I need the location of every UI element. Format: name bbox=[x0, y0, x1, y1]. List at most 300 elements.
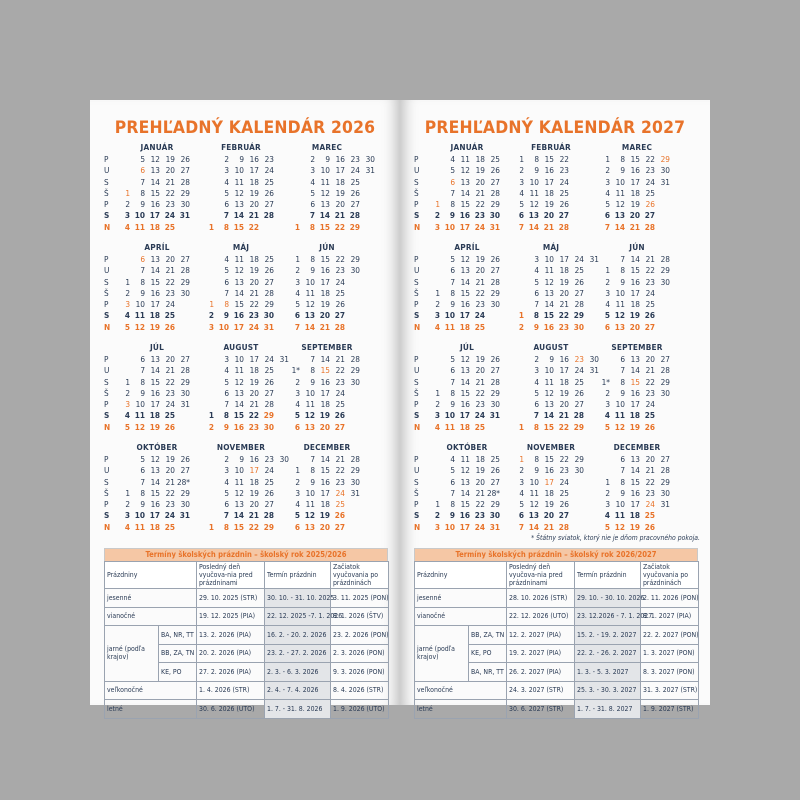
month-days bbox=[510, 154, 592, 233]
day-number: 12 bbox=[529, 499, 539, 510]
day-number: 14 bbox=[460, 487, 470, 498]
cell-last: 20. 2. 2026 (PIA) bbox=[197, 644, 265, 663]
week-row bbox=[200, 354, 289, 365]
month-name: OKTÓBER bbox=[446, 442, 488, 452]
week-row bbox=[596, 410, 678, 421]
day-number: 3 bbox=[519, 176, 524, 187]
day-number: 1 bbox=[208, 221, 214, 232]
week-row bbox=[116, 465, 198, 476]
day-number: 15 bbox=[543, 421, 554, 432]
day-number: 2 bbox=[605, 387, 610, 398]
week-row bbox=[596, 354, 678, 365]
day-number: 15 bbox=[630, 476, 640, 487]
day-number: 1* bbox=[601, 376, 610, 387]
week-row bbox=[200, 265, 282, 276]
day-number: 24 bbox=[559, 176, 569, 187]
day-number: 22 bbox=[475, 287, 485, 298]
day-number: 25 bbox=[335, 287, 345, 298]
month-days bbox=[426, 154, 508, 233]
cell-term: 29. 10. - 30. 10. 2026 bbox=[575, 589, 641, 608]
day-number: 4 bbox=[310, 176, 315, 187]
day-number: 7 bbox=[620, 254, 625, 264]
day-number: 6 bbox=[294, 310, 300, 321]
day-number: 27 bbox=[264, 276, 274, 287]
day-number: 23 bbox=[559, 465, 569, 476]
day-number: 25 bbox=[644, 410, 655, 421]
month-days bbox=[200, 254, 282, 333]
school-holidays-table bbox=[104, 548, 388, 719]
week-row bbox=[200, 422, 282, 433]
day-number: 16 bbox=[320, 476, 330, 487]
day-number: 29 bbox=[349, 221, 360, 232]
day-number: 3 bbox=[310, 165, 315, 176]
day-number: 5 bbox=[224, 487, 229, 498]
day-number: 17 bbox=[544, 176, 554, 187]
weekday-label: P bbox=[414, 154, 419, 164]
month-days bbox=[116, 254, 198, 333]
day-number: 26 bbox=[264, 265, 274, 276]
region-cell: KE, PO bbox=[469, 644, 507, 663]
week-row bbox=[286, 410, 368, 421]
week-row bbox=[116, 288, 198, 299]
day-number: 20 bbox=[543, 210, 554, 221]
weekday-label: Š bbox=[414, 287, 419, 298]
week-row bbox=[426, 299, 508, 310]
day-number: 19 bbox=[475, 165, 485, 176]
day-number: 22 bbox=[248, 521, 259, 532]
day-number: 3 bbox=[295, 276, 300, 287]
day-number: 14 bbox=[528, 521, 539, 532]
day-number: 2 bbox=[605, 487, 610, 498]
weekday-label: P bbox=[104, 454, 109, 464]
day-number: 14 bbox=[150, 365, 160, 376]
month-days bbox=[200, 154, 282, 233]
day-number: 12 bbox=[544, 387, 554, 398]
day-number: 23 bbox=[248, 310, 259, 321]
cell-last: 28. 10. 2026 (STR) bbox=[507, 589, 575, 608]
day-number: 30 bbox=[180, 499, 190, 510]
day-number: 6 bbox=[140, 254, 145, 264]
day-number: 14 bbox=[630, 254, 640, 264]
week-row bbox=[596, 288, 678, 299]
day-number: 27 bbox=[180, 165, 190, 176]
cell-term: 16. 2. - 20. 2. 2026 bbox=[265, 626, 331, 645]
day-number: 5 bbox=[140, 454, 145, 464]
day-number: 6 bbox=[224, 387, 229, 398]
day-number: 2 bbox=[310, 154, 315, 164]
day-number: 8 bbox=[140, 487, 145, 498]
day-number: 25 bbox=[474, 321, 485, 332]
day-number: 16 bbox=[320, 376, 330, 387]
weekday-label: U bbox=[104, 365, 110, 376]
day-number: 8 bbox=[310, 365, 315, 376]
day-number: 24 bbox=[264, 165, 274, 176]
day-number: 17 bbox=[150, 399, 160, 410]
day-number: 18 bbox=[335, 176, 345, 187]
week-row bbox=[510, 199, 592, 210]
day-number: 9 bbox=[140, 387, 145, 398]
day-number: 5 bbox=[604, 521, 610, 532]
weekday-label: P bbox=[414, 354, 419, 364]
day-number: 18 bbox=[475, 454, 485, 464]
day-number: 20 bbox=[475, 476, 485, 487]
day-number: 21 bbox=[165, 365, 175, 376]
holiday-name: jarné (podľa krajov) bbox=[105, 626, 159, 682]
day-number: 17 bbox=[335, 165, 345, 176]
cell-last: 19. 12. 2025 (PIA) bbox=[197, 607, 265, 626]
day-number: 23 bbox=[574, 354, 584, 364]
week-row bbox=[200, 188, 282, 199]
day-number: 7 bbox=[140, 265, 145, 276]
day-number: 19 bbox=[629, 421, 640, 432]
day-number: 7 bbox=[310, 454, 315, 464]
week-row bbox=[596, 365, 678, 376]
day-number: 25 bbox=[574, 376, 584, 387]
day-number: 10 bbox=[444, 221, 455, 232]
day-number: 16 bbox=[460, 299, 470, 310]
day-number: 16 bbox=[249, 454, 259, 464]
day-number: 11 bbox=[305, 499, 315, 510]
day-number: 20 bbox=[475, 176, 485, 187]
week-row bbox=[426, 188, 508, 199]
day-number: 4 bbox=[450, 454, 455, 464]
cell-last: 12. 2. 2027 (PIA) bbox=[507, 626, 575, 645]
day-number: 31 bbox=[589, 365, 599, 376]
day-number: 16 bbox=[559, 354, 569, 364]
day-number: 17 bbox=[249, 465, 259, 476]
day-number: 6 bbox=[450, 265, 455, 276]
day-number: 13 bbox=[234, 276, 244, 287]
day-number: 22 bbox=[645, 154, 655, 164]
week-row bbox=[596, 454, 678, 465]
week-row bbox=[116, 477, 198, 488]
day-number: 18 bbox=[149, 221, 160, 232]
day-number: 22 bbox=[475, 199, 485, 210]
day-number: 24 bbox=[559, 476, 569, 487]
day-number: 17 bbox=[320, 276, 330, 287]
day-number: 10 bbox=[234, 465, 244, 476]
day-number: 25 bbox=[350, 176, 360, 187]
day-number: 7 bbox=[140, 176, 145, 187]
day-number: 11 bbox=[134, 410, 145, 421]
day-number: 21 bbox=[248, 210, 259, 221]
day-number: 17 bbox=[630, 499, 640, 510]
day-number: 18 bbox=[559, 265, 569, 276]
day-number: 28 bbox=[490, 187, 500, 198]
header-cell: Posledný deň vyučova-nia pred prázdninami bbox=[507, 562, 575, 589]
weekday-label: N bbox=[414, 521, 421, 532]
day-number: 3 bbox=[295, 387, 300, 398]
day-number: 12 bbox=[304, 510, 315, 521]
day-number: 20 bbox=[475, 365, 485, 376]
weekday-label: S bbox=[104, 176, 109, 187]
day-number: 20 bbox=[629, 210, 640, 221]
day-number: 2 bbox=[518, 321, 524, 332]
day-number: 10 bbox=[544, 365, 554, 376]
day-number: 12 bbox=[304, 410, 315, 421]
cell-last: 30. 6. 2026 (UTO) bbox=[197, 700, 265, 719]
day-number: 13 bbox=[528, 510, 539, 521]
week-row bbox=[116, 454, 198, 465]
day-number: 3 bbox=[434, 221, 440, 232]
month-name: APRÍL bbox=[144, 242, 170, 252]
day-number: 11 bbox=[134, 221, 145, 232]
day-number: 28 bbox=[349, 210, 360, 221]
day-number: 4 bbox=[605, 299, 610, 310]
week-row bbox=[510, 265, 592, 276]
week-row bbox=[426, 310, 508, 321]
day-number: 29 bbox=[180, 376, 190, 387]
week-row bbox=[596, 188, 678, 199]
day-number: 9 bbox=[140, 499, 145, 510]
cell-start: 23. 2. 2026 (PON) bbox=[331, 626, 389, 645]
day-number: 4 bbox=[604, 510, 610, 521]
day-number: 21 bbox=[249, 287, 259, 298]
day-number: 14 bbox=[319, 210, 330, 221]
day-number: 19 bbox=[544, 199, 554, 210]
day-number: 1 bbox=[605, 476, 610, 487]
day-number: 5 bbox=[519, 199, 524, 210]
day-number: 13 bbox=[528, 210, 539, 221]
cell-last: 19. 2. 2027 (PIA) bbox=[507, 644, 575, 663]
day-number: 13 bbox=[150, 254, 160, 264]
day-number: 10 bbox=[134, 210, 145, 221]
day-number: 19 bbox=[149, 421, 160, 432]
day-number: 17 bbox=[233, 321, 244, 332]
cell-start: 2. 3. 2026 (PON) bbox=[331, 644, 389, 663]
week-row bbox=[200, 165, 282, 176]
day-number: 31 bbox=[365, 165, 375, 176]
day-number: 11 bbox=[615, 299, 625, 310]
day-number: 27 bbox=[574, 399, 584, 410]
day-number: 9 bbox=[450, 399, 455, 410]
day-number: 15 bbox=[233, 410, 244, 421]
week-row bbox=[510, 299, 592, 310]
day-number: 18 bbox=[544, 187, 554, 198]
day-number: 30 bbox=[660, 165, 670, 176]
day-number: 8 bbox=[310, 254, 315, 264]
weekday-label: S bbox=[104, 276, 109, 287]
day-number: 2 bbox=[434, 210, 440, 221]
week-row bbox=[596, 154, 678, 165]
day-number: 25 bbox=[574, 265, 584, 276]
header-cell: Termín prázdnin bbox=[575, 562, 641, 589]
day-number: 18 bbox=[475, 154, 485, 164]
weekday-label: U bbox=[104, 465, 110, 476]
day-number: 27 bbox=[334, 310, 345, 321]
cell-term: 1. 3. - 5. 3. 2027 bbox=[575, 663, 641, 682]
day-number: 17 bbox=[630, 399, 640, 410]
week-row bbox=[116, 177, 198, 188]
week-row bbox=[286, 522, 368, 533]
week-row bbox=[510, 254, 599, 265]
day-number: 15 bbox=[150, 276, 160, 287]
day-number: 4 bbox=[434, 321, 440, 332]
quarter-block bbox=[104, 442, 394, 538]
day-number: 14 bbox=[150, 176, 160, 187]
day-number: 11 bbox=[234, 365, 244, 376]
day-number: 18 bbox=[320, 287, 330, 298]
day-number: 24 bbox=[164, 510, 175, 521]
cell-start: 8. 1. 2026 (ŠTV) bbox=[331, 607, 389, 626]
header-cell: Prázdniny bbox=[105, 562, 197, 589]
week-row bbox=[116, 165, 198, 176]
day-number: 15 bbox=[460, 499, 470, 510]
table-title: Termíny školských prázdnin – školský rok 2026/2027 bbox=[414, 548, 698, 561]
week-row bbox=[596, 499, 678, 510]
day-number: 17 bbox=[630, 287, 640, 298]
day-number: 16 bbox=[233, 421, 244, 432]
day-number: 19 bbox=[165, 154, 175, 164]
week-row bbox=[286, 288, 368, 299]
day-number: 14 bbox=[460, 376, 470, 387]
day-number: 3 bbox=[605, 499, 610, 510]
day-number: 12 bbox=[305, 299, 315, 310]
day-number: 14 bbox=[630, 365, 640, 376]
holiday-name: veľkonočné bbox=[415, 681, 507, 700]
day-number: 11 bbox=[444, 321, 455, 332]
weekday-label: N bbox=[104, 521, 111, 532]
day-number: 13 bbox=[234, 199, 244, 210]
day-number: 24 bbox=[164, 210, 175, 221]
week-row bbox=[200, 465, 282, 476]
day-number: 6 bbox=[450, 476, 455, 487]
day-number: 29 bbox=[660, 376, 670, 387]
day-number: 28 bbox=[180, 265, 190, 276]
day-number: 1 bbox=[518, 310, 524, 321]
day-number: 24 bbox=[335, 276, 345, 287]
day-number: 10 bbox=[234, 354, 244, 364]
weekday-label: Š bbox=[414, 387, 419, 398]
day-number: 8 bbox=[450, 287, 455, 298]
day-number: 4 bbox=[519, 487, 524, 498]
day-number: 13 bbox=[304, 421, 315, 432]
day-number: 13 bbox=[150, 354, 160, 364]
day-number: 22 bbox=[249, 299, 259, 310]
day-number: 6 bbox=[518, 510, 524, 521]
header-cell: Termín prázdnin bbox=[265, 562, 331, 589]
day-number: 16 bbox=[630, 387, 640, 398]
day-number: 1 bbox=[125, 376, 130, 387]
day-number: 16 bbox=[150, 387, 160, 398]
day-number: 26 bbox=[350, 187, 360, 198]
day-number: 20 bbox=[249, 387, 259, 398]
cell-term: 30. 10. - 31. 10. 2025 bbox=[265, 589, 331, 608]
day-number: 5 bbox=[604, 421, 610, 432]
week-row bbox=[426, 254, 508, 265]
day-number: 30 bbox=[263, 310, 274, 321]
weekday-label: S bbox=[414, 310, 420, 321]
day-number: 14 bbox=[320, 354, 330, 364]
day-number: 11 bbox=[460, 454, 470, 464]
day-number: 29 bbox=[490, 387, 500, 398]
day-number: 5 bbox=[140, 154, 145, 164]
day-number: 9 bbox=[223, 421, 229, 432]
day-number: 15 bbox=[320, 365, 330, 376]
day-number: 31 bbox=[489, 410, 500, 421]
cell-term: 15. 2. - 19. 2. 2027 bbox=[575, 626, 641, 645]
day-number: 21 bbox=[559, 299, 569, 310]
day-number: 30 bbox=[573, 321, 584, 332]
cell-term: 22. 12. 2025 -7. 1. 2026 bbox=[265, 607, 331, 626]
day-number: 21 bbox=[335, 454, 345, 464]
month-days bbox=[426, 354, 508, 433]
day-number: 11 bbox=[544, 376, 554, 387]
day-number: 26 bbox=[264, 187, 274, 198]
day-number: 22 bbox=[335, 365, 345, 376]
day-number: 4 bbox=[224, 176, 229, 187]
day-number: 7 bbox=[450, 276, 455, 287]
day-number: 29 bbox=[180, 276, 190, 287]
day-number: 19 bbox=[320, 299, 330, 310]
day-number: 23 bbox=[335, 376, 345, 387]
day-number: 29 bbox=[574, 454, 584, 464]
day-number: 11 bbox=[134, 310, 145, 321]
day-number: 28 bbox=[490, 276, 500, 287]
weekday-label: S bbox=[414, 276, 419, 287]
cell-start: 8. 3. 2027 (PON) bbox=[641, 663, 699, 682]
week-row bbox=[596, 322, 678, 333]
day-number: 6 bbox=[450, 365, 455, 376]
week-row bbox=[200, 277, 282, 288]
day-number: 16 bbox=[630, 276, 640, 287]
day-number: 12 bbox=[460, 465, 470, 476]
month-days bbox=[596, 254, 678, 333]
day-number: 24 bbox=[645, 287, 655, 298]
day-number: 26 bbox=[644, 521, 655, 532]
day-number: 24 bbox=[645, 499, 655, 510]
week-row bbox=[286, 177, 368, 188]
day-number: 8 bbox=[223, 410, 229, 421]
day-number: 7 bbox=[309, 210, 315, 221]
day-number: 21 bbox=[629, 221, 640, 232]
day-number: 14 bbox=[320, 454, 330, 464]
day-number: 29 bbox=[350, 365, 360, 376]
region-cell: KE, PO bbox=[159, 663, 197, 682]
table-title: Termíny školských prázdnin – školský rok 2025/2026 bbox=[104, 548, 388, 561]
day-number: 15 bbox=[543, 310, 554, 321]
day-number: 21 bbox=[645, 465, 655, 476]
day-number: 9 bbox=[140, 199, 145, 210]
day-number: 2 bbox=[224, 454, 229, 464]
day-number: 22 bbox=[165, 276, 175, 287]
week-row bbox=[116, 365, 198, 376]
day-number: 27 bbox=[264, 387, 274, 398]
day-number: 8 bbox=[450, 199, 455, 210]
day-number: 19 bbox=[249, 187, 259, 198]
day-number: 20 bbox=[319, 421, 330, 432]
week-row bbox=[510, 477, 592, 488]
day-number: 24 bbox=[574, 254, 584, 264]
month-days bbox=[286, 454, 368, 533]
table-row bbox=[415, 681, 699, 700]
day-number: 4 bbox=[124, 310, 130, 321]
day-number: 18 bbox=[630, 299, 640, 310]
week-row bbox=[596, 522, 678, 533]
week-row bbox=[200, 410, 282, 421]
day-number: 1 bbox=[208, 410, 214, 421]
day-number: 13 bbox=[304, 521, 315, 532]
day-number: 12 bbox=[234, 265, 244, 276]
header-cell: Prázdniny bbox=[415, 562, 507, 589]
day-number: 1 bbox=[435, 499, 440, 510]
day-number: 25 bbox=[559, 187, 569, 198]
region-cell: BB, ZA, TN bbox=[159, 644, 197, 663]
day-number: 5 bbox=[519, 499, 524, 510]
cell-last: 30. 6. 2027 (STR) bbox=[507, 700, 575, 719]
day-number: 11 bbox=[320, 176, 330, 187]
cell-start: 1. 9. 2027 (STR) bbox=[641, 700, 699, 719]
